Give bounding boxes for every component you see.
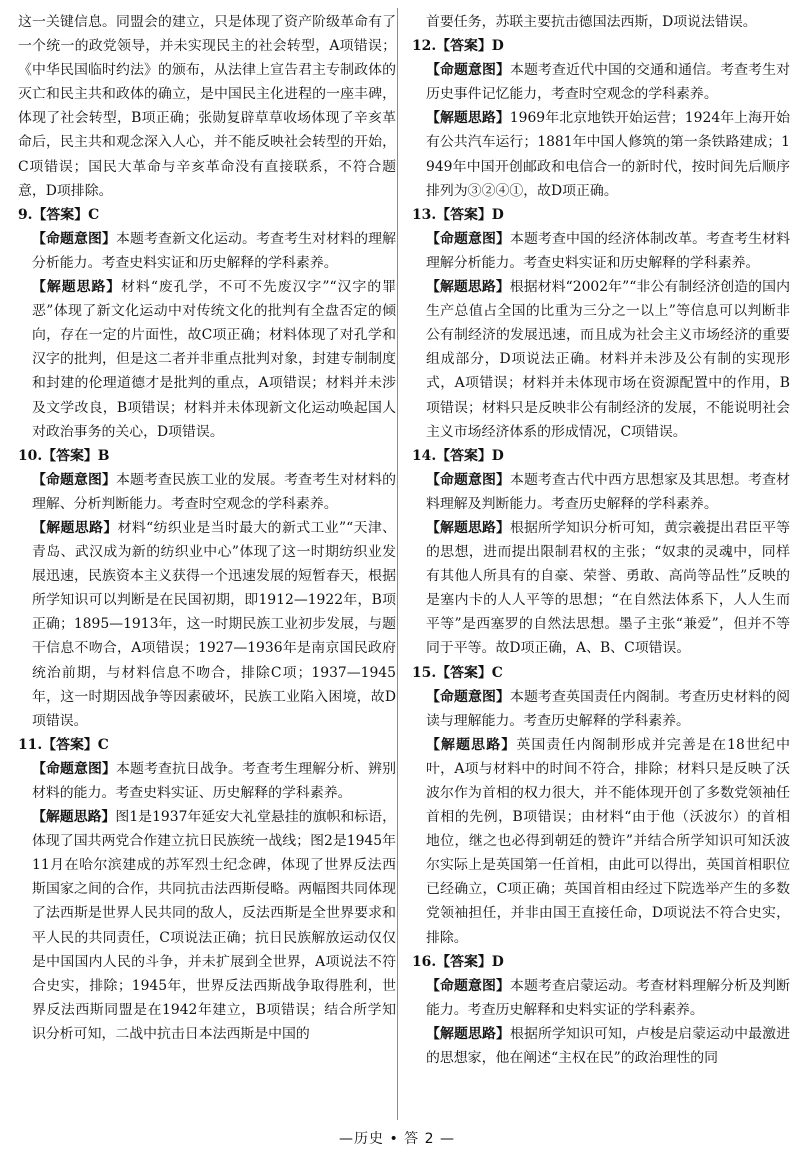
- intent-text: 本题考查新文化运动。考查考生对材料的理解分析能力。考查史料实证和历史解释的学科素养。: [32, 230, 396, 271]
- intent-tag: 【命题意图】: [426, 230, 511, 247]
- intent-text: 本题考查民族工业的发展。考查考生对材料的理解、分析判断能力。考查时空观念的学科素养。: [32, 471, 396, 512]
- answer-letter: B: [97, 447, 110, 464]
- intent-tag: 【命题意图】: [426, 688, 511, 705]
- answer-letter: C: [491, 664, 503, 681]
- idea-text: 根据材料“2002年”“非公有制经济创造的国内生产总值占全国的比重为三分之一以上”等信息可以判断非公有制经济的发展迅速，而且成为社会主义市场经济的重要组成部分，D项说法正确。材料并未涉及公有制的实现形式，A项错误；材料并未体现市场在资源配置中的作用，B项错误；材料只是反映非公有制经济的发展，不能说明社会主义市场经济体系的形成情况，C项错误。: [426, 279, 790, 440]
- question-11: [18, 733, 396, 1046]
- idea-tag: 【解题思路】: [426, 519, 511, 536]
- answer-tag: 【答案】: [42, 447, 98, 464]
- idea-text: 根据所学知识可知，卢梭是启蒙运动中最激进的思想家，他在阐述“主权在民”的政治理性的同: [426, 1025, 790, 1067]
- idea-tag: 【解题思路】: [32, 279, 122, 296]
- intent-tag: 【命题意图】: [426, 977, 511, 994]
- idea-text: 1969年北京地铁开始运营；1924年上海开始有公共汽车运行；1881年中国人修筑的第一条铁路建成；1949年中国开创邮政和电信合一的新时代，按时间先后顺序排列为③②④①，故D项正确。: [426, 110, 790, 199]
- intent-text: 本题考查抗日战争。考查考生理解分析、辨别材料的能力。考查史料实证、历史解释的学科素养。: [32, 760, 396, 801]
- answer-tag: 【答案】: [436, 38, 492, 55]
- left-column: [18, 10, 396, 1046]
- idea-text: 材料“废孔学，不可不先废汉字”“汉字的罪恶”体现了新文化运动中对传统文化的批判有全盘否定的倾向，存在一定的片面性，故C项正确；材料体现了对孔学和汉字的批判，但是这二者并非重点批判对象，封建专制制度和封建的伦理道德才是批判的重点，A项错误；材料并未涉及文学改良，B项错误；材料并未体现新文化运动唤起国人对政治事务的关心，D项错误。: [32, 279, 396, 440]
- question-14: [412, 444, 790, 661]
- question-15: [412, 661, 790, 950]
- question-number: 12.: [412, 38, 437, 55]
- column-divider: [397, 8, 398, 1120]
- continued-explanation: 首要任务，苏联主要抗击德国法西斯，D项说法错误。: [426, 14, 757, 30]
- idea-text: 材料“纺织业是当时最大的新式工业”“天津、青岛、武汉成为新的纺织业中心”体现了这一时期纺织业发展迅速，民族资本主义获得一个迅速发展的短暂春天，根据所学知识可以判断是在民国初期，即1912—1922年，B项正确；1895—1913年，这一时期民族工业初步发展，与题干信息不吻合，A项错误；1927—1936年是南京国民政府统治前期，与材料信息不吻合，排除C项；1937—1945年，这一时期因战争等因素破坏，民族工业陷入困境，故D项错误。: [32, 519, 396, 729]
- idea-tag: 【解题思路】: [32, 519, 118, 536]
- continued-explanation: 这一关键信息。同盟会的建立，只是体现了资产阶级革命有了一个统一的政党领导，并未实现民主的社会转型，A项错误；《中华民国临时约法》的颁布，从法律上宣告君主专制政体的灭亡和民主共和政体的确立，是中国民主化进程的一座丰碑，体现了社会转型，B项正确；张勋复辟草草收场体现了辛亥革命后，民主共和观念深入人心，并不能反映社会转型的开始，C项错误；国民大革命与辛亥革命没有直接联系，不符合题意，D项排除。: [18, 14, 396, 199]
- intent-tag: 【命题意图】: [32, 760, 117, 777]
- page-footer: —历史 • 答 2 —: [339, 1131, 455, 1147]
- intent-tag: 【命题意图】: [32, 471, 117, 488]
- question-number: 15.: [412, 664, 437, 681]
- answer-letter: C: [88, 206, 100, 223]
- question-number: 9.: [18, 206, 33, 223]
- intent-tag: 【命题意图】: [426, 62, 511, 79]
- answer-tag: 【答案】: [436, 447, 492, 464]
- question-10: [18, 444, 396, 733]
- idea-tag: 【解题思路】: [32, 809, 116, 826]
- idea-tag: 【解题思路】: [426, 110, 510, 127]
- right-column: [412, 10, 790, 1070]
- idea-tag: 【解题思路】: [426, 1025, 511, 1042]
- answer-tag: 【答案】: [32, 206, 89, 223]
- question-number: 13.: [412, 206, 437, 223]
- idea-text: 根据所学知识分析可知，黄宗羲提出君臣平等的思想，进而提出限制君权的主张；“奴隶的灵魂中，同样有其他人所具有的自豪、荣誉、勇敢、高尚等品性”反映的是塞内卡的人人平等的思想；“在自然法体系下，人人生而平等”是西塞罗的自然法思想。墨子主张“兼爱”，但并不等同于平等。故D项正确，A、B、C项错误。: [426, 519, 790, 657]
- intent-text: 本题考查古代中西方思想家及其思想。考查材料理解及判断能力。考查历史解释的学科素养。: [426, 471, 790, 512]
- idea-text: 英国责任内阁制形成并完善是在18世纪中叶，A项与材料中的时间不符合，排除；材料只是反映了沃波尔作为首相的权力很大，并不能体现开创了多数党领袖任首相的先例，B项错误；由材料“由于他（沃波尔）的首相地位，继之也必得到朝廷的赞许”并结合所学知识可知沃波尔实际上是英国第一任首相，由此可以得出，英国首相职位已经确立，C项正确；英国首相由经过下院选举产生的多数党领袖担任，并非由国王直接任命，D项说法不符合史实，排除。: [426, 736, 790, 946]
- intent-text: 本题考查中国的经济体制改革。考查考生材料理解分析能力。考查史料实证和历史解释的学科素养。: [426, 230, 790, 271]
- question-12: [412, 34, 790, 203]
- question-number: 10.: [18, 447, 43, 464]
- question-13: [412, 203, 790, 444]
- answer-tag: 【答案】: [436, 206, 492, 223]
- question-number: 16.: [412, 953, 437, 970]
- answer-letter: D: [491, 38, 504, 55]
- intent-text: 本题考查英国责任内阁制。考查历史材料的阅读与理解能力。考查历史解释的学科素养。: [426, 688, 790, 729]
- question-16: [412, 950, 790, 1070]
- idea-tag: 【解题思路】: [426, 736, 517, 753]
- idea-tag: 【解题思路】: [426, 279, 510, 296]
- intent-text: 本题考查近代中国的交通和通信。考查考生对历史事件记忆能力，考查时空观念的学科素养。: [426, 62, 790, 103]
- answer-tag: 【答案】: [436, 664, 492, 681]
- question-number: 14.: [412, 447, 437, 464]
- answer-letter: C: [97, 736, 109, 753]
- question-9: [18, 203, 396, 444]
- question-number: 11.: [18, 736, 43, 753]
- intent-text: 本题考查启蒙运动。考查材料理解分析及判断能力。考查历史解释和史料实证的学科素养。: [426, 977, 790, 1018]
- answer-letter: D: [491, 447, 504, 464]
- intent-tag: 【命题意图】: [426, 471, 511, 488]
- intent-tag: 【命题意图】: [32, 230, 117, 247]
- answer-tag: 【答案】: [42, 736, 98, 753]
- answer-letter: D: [491, 953, 504, 970]
- answer-tag: 【答案】: [436, 953, 492, 970]
- idea-text: 图1是1937年延安大礼堂悬挂的旗帜和标语，体现了国共两党合作建立抗日民族统一战线；图2是1945年11月在哈尔滨建成的苏军烈士纪念碑，体现了世界反法西斯国家之间的合作，共同抗击法西斯侵略。两幅图共同体现了法西斯是世界人民共同的敌人，反法西斯是全世界要求和平人民的共同责任，C项说法正确；抗日民族解放运动仅仅是中国国内人民的斗争，并未扩展到全世界，A项说法不符合史实，排除；1945年，世界反法西斯战争取得胜利，世界反法西斯同盟是在1942年建立，B项错误；结合所学知识分析可知，二战中抗击日本法西斯是中国的: [32, 809, 396, 1042]
- answer-letter: D: [491, 206, 504, 223]
